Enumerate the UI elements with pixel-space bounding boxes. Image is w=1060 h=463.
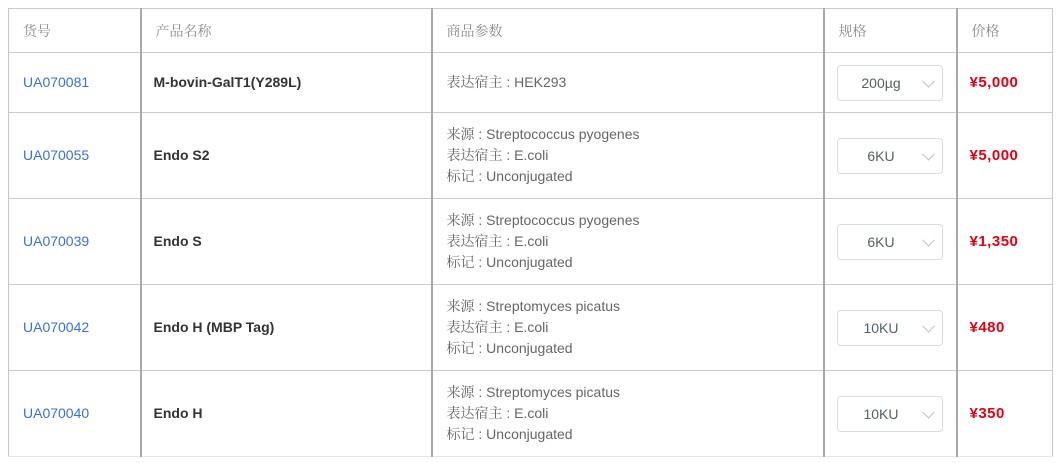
product-params — [432, 371, 824, 457]
header-catalog: 货号 — [9, 9, 141, 53]
product-params — [432, 199, 824, 285]
product-name: Endo H (MBP Tag) — [153, 318, 275, 335]
param-line: 标记 : Unconjugated — [446, 340, 573, 356]
table-row — [9, 199, 1053, 285]
spec-select[interactable] — [837, 224, 943, 260]
param-line: 标记 : Unconjugated — [446, 168, 573, 184]
product-name: Endo S — [153, 232, 202, 249]
param-line: 表达宿主 : E.coli — [446, 405, 549, 421]
chevron-down-icon — [922, 147, 935, 160]
param-line: 表达宿主 : E.coli — [446, 319, 549, 335]
header-price: 价格 — [957, 9, 1053, 53]
chevron-down-icon — [922, 233, 935, 246]
spec-select[interactable] — [837, 65, 943, 101]
table-header — [9, 9, 1053, 53]
spec-selected-value: 10KU — [863, 405, 899, 422]
spec-select[interactable] — [837, 138, 943, 174]
chevron-down-icon — [922, 319, 935, 332]
param-line: 来源 : Streptococcus pyogenes — [446, 212, 640, 228]
header-product-params: 商品参数 — [432, 9, 824, 53]
product-params — [432, 113, 824, 199]
catalog-link[interactable]: UA070040 — [23, 404, 90, 421]
product-name: M-bovin-GalT1(Y289L) — [153, 73, 302, 90]
product-name: Endo H — [153, 404, 203, 421]
product-table — [8, 8, 1053, 457]
header-product-name: 产品名称 — [141, 9, 432, 53]
catalog-link[interactable]: UA070055 — [23, 146, 90, 163]
price: ¥5,000 — [969, 73, 1019, 91]
param-line: 表达宿主 : HEK293 — [446, 74, 567, 90]
table-row — [9, 113, 1053, 199]
product-params — [432, 285, 824, 371]
table-row — [9, 53, 1053, 113]
price: ¥480 — [969, 318, 1005, 336]
table-row — [9, 371, 1053, 457]
header-spec: 规格 — [824, 9, 957, 53]
param-line: 表达宿主 : E.coli — [446, 147, 549, 163]
param-line: 表达宿主 : E.coli — [446, 233, 549, 249]
param-line: 来源 : Streptomyces picatus — [446, 384, 621, 400]
param-line: 来源 : Streptococcus pyogenes — [446, 126, 640, 142]
catalog-link[interactable]: UA070039 — [23, 232, 90, 249]
spec-select[interactable] — [837, 310, 943, 346]
spec-selected-value: 6KU — [867, 233, 895, 250]
price: ¥350 — [969, 404, 1005, 422]
catalog-link[interactable]: UA070042 — [23, 318, 90, 335]
product-name: Endo S2 — [153, 146, 210, 163]
price: ¥5,000 — [969, 146, 1019, 164]
spec-selected-value: 6KU — [867, 147, 895, 164]
chevron-down-icon — [922, 405, 935, 418]
param-line: 标记 : Unconjugated — [446, 254, 573, 270]
table-row — [9, 285, 1053, 371]
spec-selected-value: 10KU — [863, 319, 899, 336]
spec-select[interactable] — [837, 396, 943, 432]
catalog-link[interactable]: UA070081 — [23, 73, 90, 90]
spec-selected-value: 200µg — [861, 74, 901, 91]
param-line: 标记 : Unconjugated — [446, 426, 573, 442]
price: ¥1,350 — [969, 232, 1019, 250]
chevron-down-icon — [922, 74, 935, 87]
param-line: 来源 : Streptomyces picatus — [446, 298, 621, 314]
product-params — [432, 53, 824, 113]
